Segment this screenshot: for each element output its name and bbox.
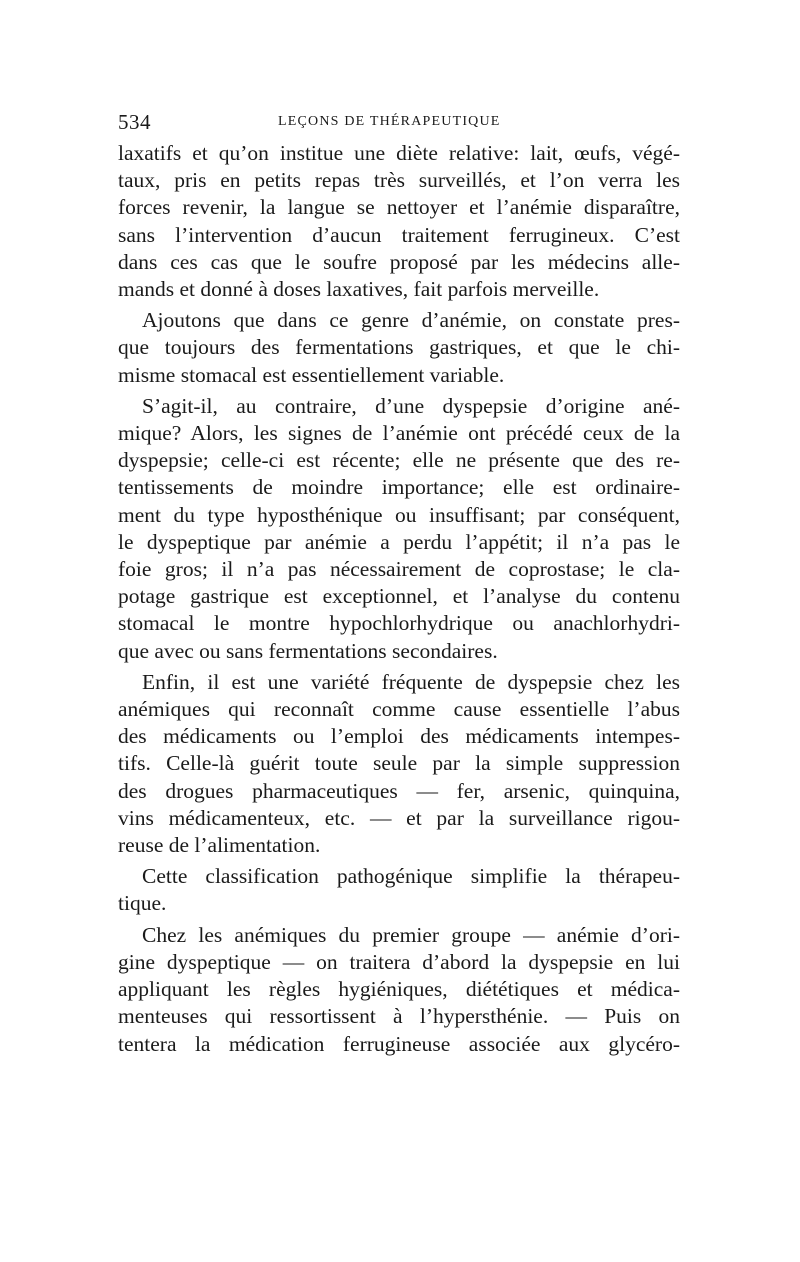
text-line: reuse de l’alimentation. [118,833,321,858]
paragraph [118,140,680,303]
paragraph [118,669,680,859]
text-line: sans l’intervention d’aucun traitement ferrugineux. C’est [118,222,680,247]
text-line: dyspepsie; celle-ci est récente; elle ne présente que des re- [118,448,680,473]
text-line: gine dyspeptique — on traitera d’abord la dyspepsie en lui [118,949,680,974]
paragraph [118,922,680,1058]
paragraph [118,307,680,389]
text-line: Cette classification pathogénique simplifie la thérapeu- [142,864,680,889]
text-line: ment du type hyposthénique ou insuffisant; par conséquent, [118,502,680,527]
text-line: Chez les anémiques du premier groupe — anémie d’ori- [142,922,680,947]
text-line: tique. [118,891,167,916]
text-line: anémiques qui reconnaît comme cause essentielle l’abus [118,697,680,722]
text-line: le dyspeptique par anémie a perdu l’appétit; il n’a pas le [118,529,680,554]
text-line: dans ces cas que le soufre proposé par les médecins alle- [118,249,680,274]
paragraph [118,393,680,665]
text-line: Enfin, il est une variété fréquente de dyspepsie chez les [142,669,680,694]
text-line: mands et donné à doses laxatives, fait parfois merveille. [118,277,600,302]
page-number: 534 [118,110,151,134]
book-page [118,104,680,1062]
text-line: stomacal le montre hypochlorhydrique ou anachlorhydri- [118,611,680,636]
text-line: S’agit-il, au contraire, d’une dyspepsie d’origine ané- [142,393,680,418]
text-line: tentissements de moindre importance; elle est ordinaire- [118,475,680,500]
text-line: Ajoutons que dans ce genre d’anémie, on constate pres- [142,308,680,333]
text-line: tifs. Celle-là guérit toute seule par la simple suppression [118,751,680,776]
running-title: LEÇONS DE THÉRAPEUTIQUE [278,114,501,129]
text-line: laxatifs et qu’on institue une diète relative: lait, œufs, végé- [118,141,680,165]
body-text [118,140,680,1058]
text-line: mique? Alors, les signes de l’anémie ont précédé ceux de la [118,421,680,446]
text-line: appliquant les règles hygiéniques, diététiques et médica- [118,977,680,1002]
text-line: vins médicamenteux, etc. — et par la surveillance rigou- [118,805,680,830]
paragraph [118,863,680,917]
text-line: tentera la médication ferrugineuse associée aux glycéro- [118,1031,680,1056]
text-line: que toujours des fermentations gastriques, et que le chi- [118,335,680,360]
text-line: potage gastrique est exceptionnel, et l’analyse du contenu [118,584,680,609]
text-line: des drogues pharmaceutiques — fer, arsenic, quinquina, [118,778,680,803]
text-line: misme stomacal est essentiellement variable. [118,362,505,387]
running-head [118,104,680,140]
text-line: des médicaments ou l’emploi des médicaments intempes- [118,724,680,749]
text-line: forces revenir, la langue se nettoyer et l’anémie disparaître, [118,195,680,220]
text-line: foie gros; il n’a pas nécessairement de coprostase; le cla- [118,557,680,582]
text-line: menteuses qui ressortissent à l’hypersthénie. — Puis on [118,1004,680,1029]
text-line: que avec ou sans fermentations secondaires. [118,638,498,663]
text-line: taux, pris en petits repas très surveillés, et l’on verra les [118,168,680,193]
